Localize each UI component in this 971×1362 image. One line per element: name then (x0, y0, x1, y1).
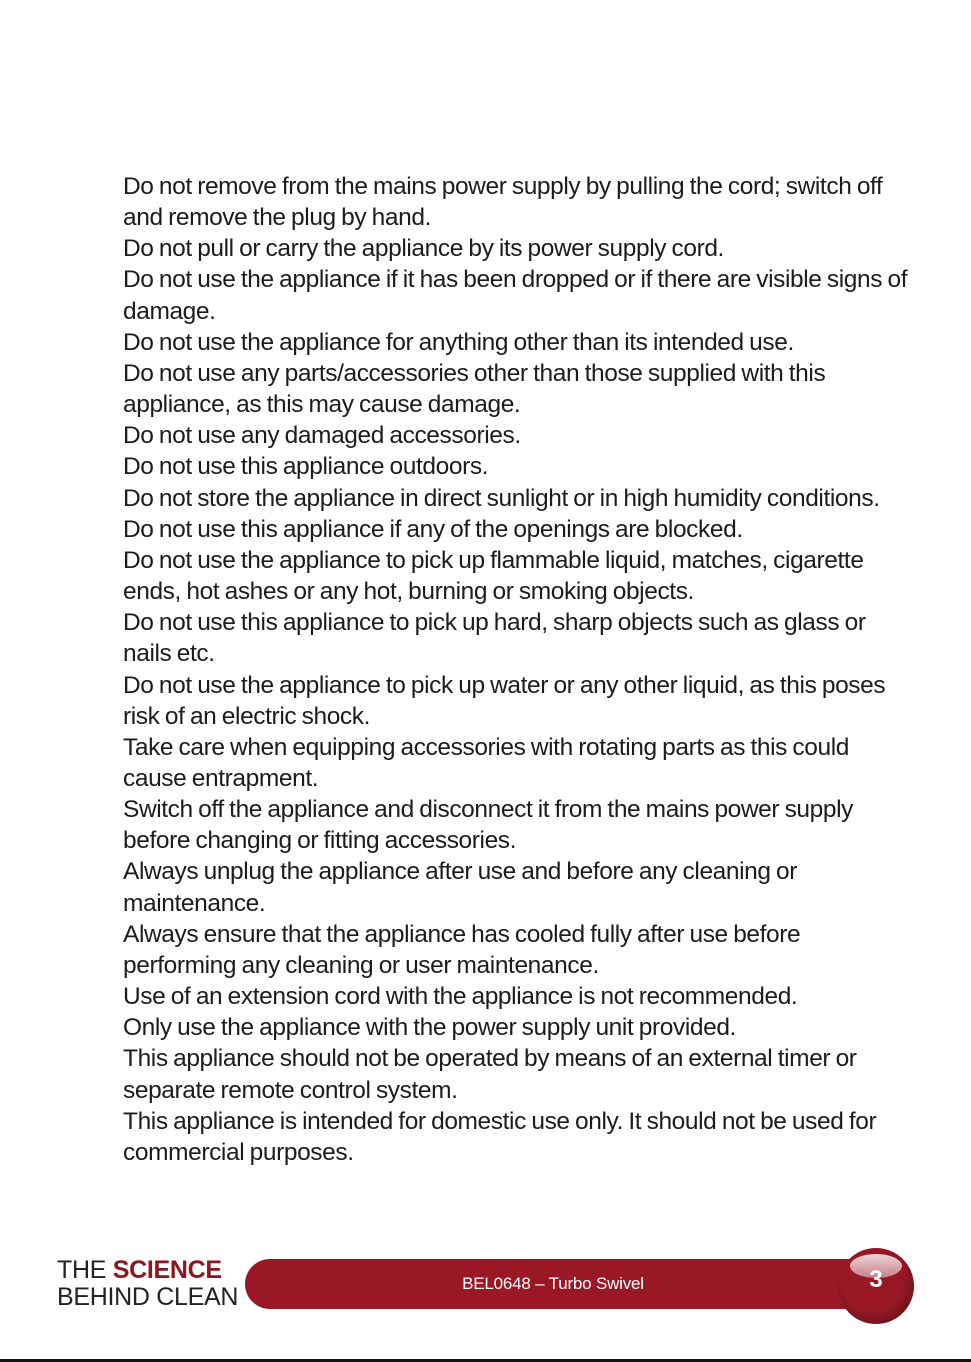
instruction-item: Do not use the appliance for anything other than its intended use. (123, 328, 794, 356)
instruction-item: Do not pull or carry the appliance by its power supply cord. (123, 235, 724, 263)
instruction-item: Take care when equipping accessories with rotating parts as this could cause entrapment. (123, 733, 849, 792)
page-number: 3 (869, 1266, 883, 1293)
logo-prefix: THE (57, 1256, 113, 1284)
instruction-item: Always ensure that the appliance has cooled fully after use before performing any cleaning or user maintenance. (123, 920, 801, 979)
logo-line-1 (57, 1257, 238, 1284)
footer-title: BEL0648 – Turbo Swivel (462, 1274, 644, 1293)
instruction-item: Do not use the appliance to pick up water or any other liquid, as this poses risk of an electric shock. (123, 671, 886, 730)
instruction-item: Do not use this appliance outdoors. (123, 453, 489, 481)
logo-strong: SCIENCE (112, 1256, 222, 1284)
instruction-item: Switch off the appliance and disconnect it from the mains power supply before changing or fitting accessories. (123, 796, 853, 855)
safety-instructions (123, 171, 913, 1168)
brand-logo (57, 1257, 238, 1311)
instruction-item: Do not store the appliance in direct sunlight or in high humidity conditions. (123, 484, 880, 512)
logo-line-2: BEHIND CLEAN (57, 1283, 239, 1311)
instruction-item: This appliance is intended for domestic use only. It should not be used for commercial purposes. (123, 1107, 877, 1166)
instruction-item: Do not use any parts/accessories other than those supplied with this appliance, as this may cause damage. (123, 359, 826, 419)
instruction-item: This appliance should not be operated by means of an external timer or separate remote control system. (123, 1045, 857, 1104)
instruction-item: Do not use this appliance if any of the openings are blocked. (123, 515, 743, 543)
instruction-item: Do not use the appliance if it has been dropped or if there are visible signs of damage. (123, 266, 908, 325)
instruction-item: Do not use this appliance to pick up hard, sharp objects such as glass or nails etc. (123, 609, 866, 668)
instruction-item: Always unplug the appliance after use and before any cleaning or maintenance. (123, 858, 798, 917)
instruction-item: Do not remove from the mains power supply by pulling the cord; switch off and remove the plug by hand. (123, 173, 883, 232)
instruction-item: Only use the appliance with the power supply unit provided. (123, 1014, 736, 1042)
instruction-item: Do not use any damaged accessories. (123, 422, 521, 450)
instruction-item: Do not use the appliance to pick up flammable liquid, matches, cigarette ends, hot ashes or any hot, burning or smoking objects. (123, 546, 864, 606)
instruction-item: Use of an extension cord with the appliance is not recommended. (123, 983, 798, 1011)
